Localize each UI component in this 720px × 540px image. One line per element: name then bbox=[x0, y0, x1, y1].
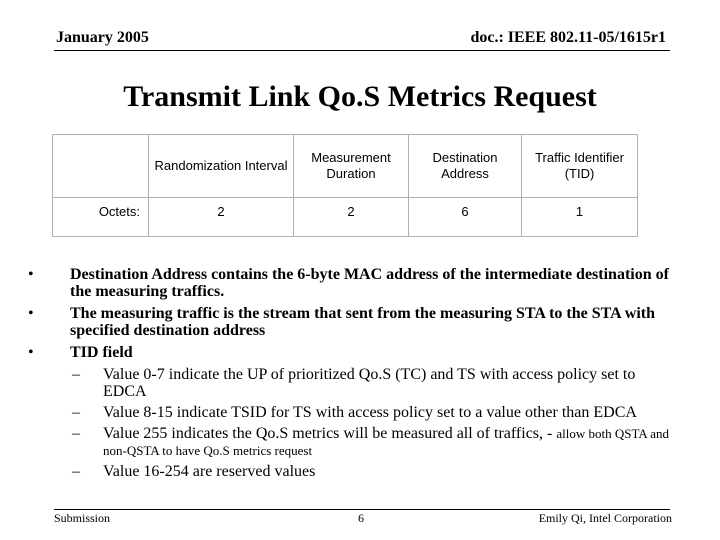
column-header-randomization-interval: Randomization Interval bbox=[149, 135, 294, 198]
bullet-list bbox=[28, 266, 678, 484]
slide-title: Transmit Link Qo.S Metrics Request bbox=[123, 80, 597, 113]
table-header-row bbox=[53, 135, 638, 198]
octets-destination-address: 6 bbox=[409, 198, 522, 237]
footer-page-number: 6 bbox=[358, 511, 364, 525]
column-header-destination-address: Destination Address bbox=[409, 135, 522, 198]
header-date: January 2005 bbox=[56, 29, 149, 46]
octets-traffic-identifier: 1 bbox=[522, 198, 638, 237]
bullet-text: Destination Address contains the 6-byte MAC address of the intermediate destination of the measuring traffics. bbox=[70, 266, 669, 300]
sub-list-item bbox=[28, 404, 678, 421]
header-rule bbox=[54, 50, 670, 51]
bullet-text: The measuring traffic is the stream that sent from the measuring STA to the STA with specified destination address bbox=[70, 305, 655, 339]
column-header-measurement-duration: Measurement Duration bbox=[294, 135, 409, 198]
dash-marker: – bbox=[72, 404, 80, 421]
bullet-marker: • bbox=[28, 305, 34, 322]
header-doc-id: doc.: IEEE 802.11-05/1615r1 bbox=[470, 29, 666, 46]
sub-item-text: Value 16-254 are reserved values bbox=[103, 463, 316, 480]
frame-format-table bbox=[52, 134, 638, 237]
list-item bbox=[28, 305, 678, 339]
bullet-marker: • bbox=[28, 344, 34, 361]
sub-list-item bbox=[28, 463, 678, 480]
dash-marker: – bbox=[72, 463, 80, 480]
bullet-text: TID field bbox=[70, 344, 133, 361]
bullet-marker: • bbox=[28, 266, 34, 283]
footer-rule bbox=[54, 509, 670, 510]
list-item bbox=[28, 344, 678, 361]
octets-randomization-interval: 2 bbox=[149, 198, 294, 237]
footer-author: Emily Qi, Intel Corporation bbox=[538, 511, 672, 525]
sub-item-text: Value 8-15 indicate TSID for TS with access policy set to a value other than EDCA bbox=[103, 404, 637, 421]
dash-marker: – bbox=[72, 425, 80, 442]
table-corner-cell bbox=[53, 135, 149, 198]
sub-list-item bbox=[28, 425, 678, 459]
footer-submission: Submission bbox=[54, 511, 111, 525]
sub-item-text: Value 0-7 indicate the UP of prioritized Qo.S (TC) and TS with access policy set to EDCA bbox=[103, 366, 636, 400]
table-row bbox=[53, 198, 638, 237]
sub-item-small-text: allow both QSTA and non-QSTA to have Qo.S metrics request bbox=[103, 426, 670, 458]
octets-measurement-duration: 2 bbox=[294, 198, 409, 237]
dash-marker: – bbox=[72, 366, 80, 383]
column-header-traffic-identifier: Traffic Identifier (TID) bbox=[522, 135, 638, 198]
sub-item-text: Value 255 indicates the Qo.S metrics will be measured all of traffics, - bbox=[103, 425, 553, 442]
row-label-octets: Octets: bbox=[53, 198, 149, 237]
sub-list-item bbox=[28, 366, 678, 400]
list-item bbox=[28, 266, 678, 300]
